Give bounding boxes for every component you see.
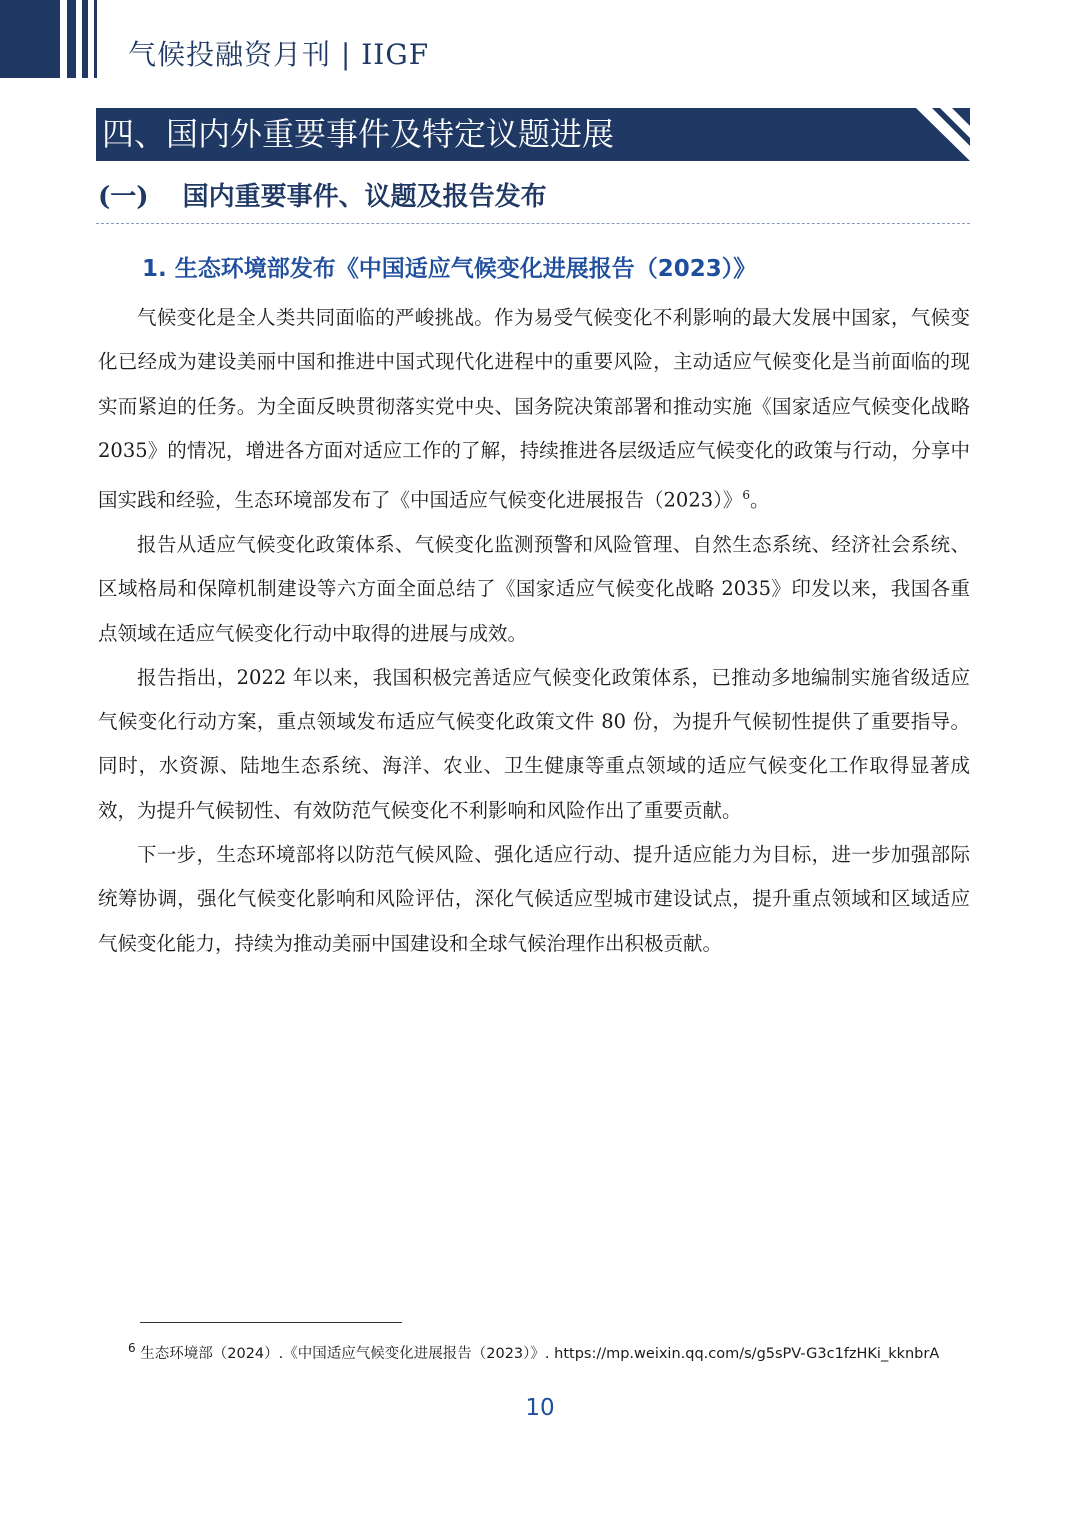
corner-stripes-icon (916, 108, 970, 161)
body-text (98, 296, 970, 966)
header-bar-4 (94, 0, 97, 78)
section-divider (96, 223, 970, 224)
header-bar-3 (82, 0, 88, 78)
footnote-rule (140, 1322, 402, 1323)
paragraph: 报告指出，2022 年以来，我国积极完善适应气候变化政策体系，已推动多地编制实施省级适应气候变化行动方案，重点领域发布适应气候变化政策文件 80 份，为提升气候韧性提供了重要指导。同时，水资源、陆地生态系统、海洋、农业、卫生健康等重点领域的适应气候变化工作取得显著成效，为提升气候韧性、有效防范气候变化不利影响和风险作出了重要贡献。 (98, 665, 970, 822)
paragraph: 报告从适应气候变化政策体系、气候变化监测预警和风险管理、自然生态系统、经济社会系统、区域格局和保障机制建设等六方面全面总结了《国家适应气候变化战略 2035》印发以来，我国各重点领域在适应气候变化行动中取得的进展与成效。 (98, 532, 970, 645)
page-number: 10 (525, 1395, 555, 1421)
header-bar-1 (0, 0, 60, 78)
paragraph: 下一步，生态环境部将以防范气候风险、强化适应行动、提升适应能力为目标，进一步加强部际统筹协调，强化气候变化影响和风险评估，深化气候适应型城市建设试点，提升重点领域和区域适应气候变化能力，持续为推动美丽中国建设和全球气候治理作出积极贡献。 (98, 843, 970, 955)
section-heading: (一) 国内重要事件、议题及报告发布 (98, 182, 547, 212)
footnote: $^6$ 生态环境部（2024）.《中国适应气候变化进展报告（2023）》. https://mp.weixin.qq.com/s/g5sPV-G3c1fzHKi_kknbrA (128, 1341, 940, 1362)
subsection-heading: 1. 生态环境部发布《中国适应气候变化进展报告（2023）》 (142, 256, 757, 282)
header-bar-2 (67, 0, 76, 78)
paragraph: 气候变化是全人类共同面临的严峻挑战。作为易受气候变化不利影响的最大发展中国家，气候变化已经成为建设美丽中国和推进中国式现代化进程中的重要风险，主动适应气候变化是当前面临的现实而紧迫的任务。为全面反映贯彻落实党中央、国务院决策部署和推动实施《国家适应气候变化战略 2035》的情况，增进各方面对适应工作的了解，持续推进各层级适应气候变化的政策与行动，分享中国实践和经验，生态环境部发布了《中国适应气候变化进展报告（2023）》$^6$。 (98, 306, 970, 512)
footnote-text[interactable]: 生态环境部（2024）.《中国适应气候变化进展报告（2023）》. https://mp.weixin.qq.com/s/g5sPV-G3c1fzHKi_kknbrA (140, 1345, 940, 1362)
running-header: 气候投融资月刊 | IIGF (128, 38, 430, 71)
chapter-title: 四、国内外重要事件及特定议题进展 (102, 115, 615, 153)
footnote-ref[interactable]: 6 (742, 488, 751, 503)
